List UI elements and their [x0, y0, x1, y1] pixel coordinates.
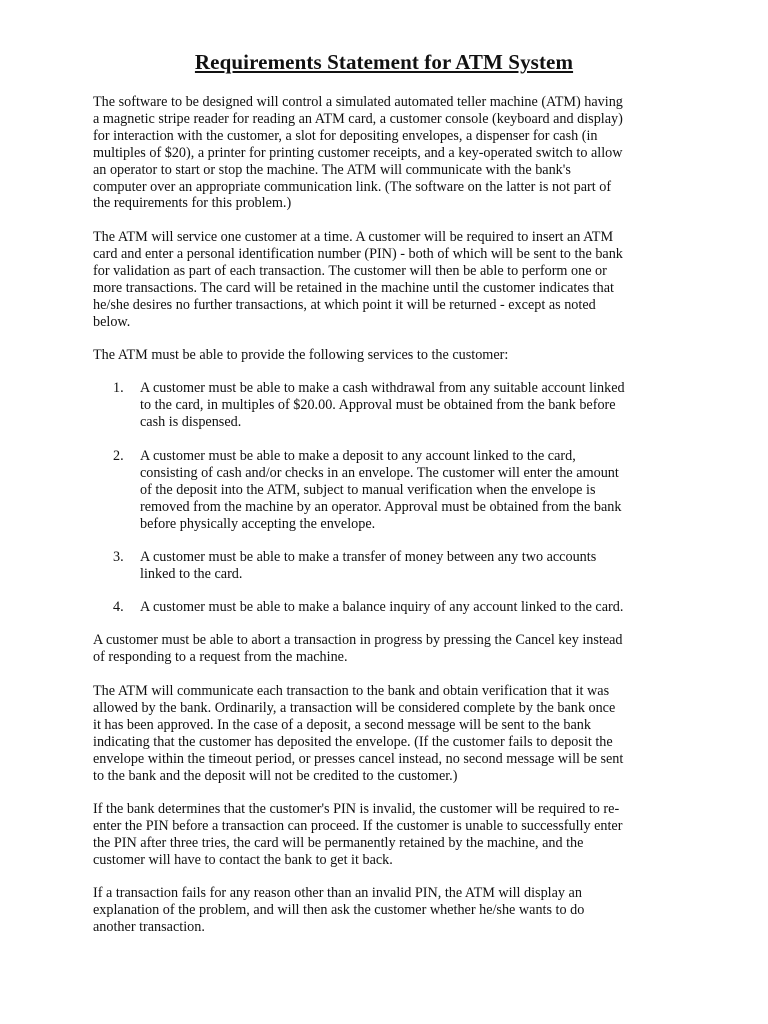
- paragraph-session: [93, 229, 678, 330]
- text-line: linked to the card.: [140, 565, 243, 582]
- text-line: allowed by the bank. Ordinarily, a transaction will be considered complete by the bank once: [93, 699, 616, 716]
- document-title: Requirements Statement for ATM System: [194, 50, 574, 74]
- text-line: a magnetic stripe reader for reading an ATM card, a customer console (keyboard and display): [93, 110, 623, 127]
- list-number: 3.: [113, 549, 124, 565]
- text-line: customer will have to contact the bank to get it back.: [93, 851, 393, 868]
- text-line: enter the PIN before a transaction can proceed. If the customer is unable to successfully enter: [93, 817, 623, 834]
- paragraph-services-intro: [93, 347, 678, 364]
- paragraph-failure: [93, 885, 678, 936]
- text-line: The software to be designed will control a simulated automated teller machine (ATM) having: [93, 94, 623, 110]
- text-line: removed from the machine by an operator. Approval must be obtained from the bank: [140, 498, 622, 515]
- text-line: card and enter a personal identification number (PIN) - both of which will be sent to the bank: [93, 245, 623, 262]
- text-line: indicating that the customer has deposited the envelope. (If the customer fails to deposit the: [93, 733, 613, 750]
- text-line: for interaction with the customer, a slot for depositing envelopes, a dispenser for cash (in: [93, 127, 598, 144]
- paragraph-cancel: [93, 632, 678, 666]
- text-line: below.: [93, 313, 131, 330]
- text-line: he/she desires no further transactions, at which point it will be returned - except as noted: [93, 296, 596, 313]
- text-line: If the bank determines that the customer's PIN is invalid, the customer will be required to re-: [93, 801, 620, 817]
- list-number: 1.: [113, 380, 124, 396]
- text-line: the requirements for this problem.): [93, 195, 292, 212]
- text-line: A customer must be able to make a balance inquiry of any account linked to the card.: [140, 599, 624, 615]
- paragraph-invalid-pin: [93, 801, 678, 869]
- text-line: of responding to a request from the machine.: [93, 648, 348, 665]
- text-line: The ATM will communicate each transaction to the bank and obtain verification that it was: [93, 683, 610, 699]
- text-line: consisting of cash and/or checks in an envelope. The customer will enter the amount: [140, 464, 619, 481]
- text-line: for validation as part of each transaction. The customer will then be able to perform one or: [93, 262, 607, 279]
- text-line: more transactions. The card will be retained in the machine until the customer indicates that: [93, 279, 614, 296]
- text-line: it has been approved. In the case of a deposit, a second message will be sent to the bank: [93, 716, 591, 733]
- text-line: of the deposit into the ATM, subject to manual verification when the envelope is: [140, 481, 596, 498]
- paragraph-bank-communication: [93, 683, 678, 784]
- paragraph-hardware: [93, 94, 678, 212]
- text-line: The ATM must be able to provide the following services to the customer:: [93, 347, 509, 363]
- text-line: cash is dispensed.: [140, 413, 242, 430]
- text-line: If a transaction fails for any reason other than an invalid PIN, the ATM will display an: [93, 885, 582, 901]
- text-line: the PIN after three tries, the card will be permanently retained by the machine, and the: [93, 834, 584, 851]
- text-line: another transaction.: [93, 918, 205, 935]
- text-line: A customer must be able to abort a transaction in progress by pressing the Cancel key instead: [93, 632, 623, 648]
- list-number: 4.: [113, 599, 124, 615]
- list-number: 2.: [113, 448, 124, 464]
- text-line: explanation of the problem, and will then ask the customer whether he/she wants to do: [93, 901, 585, 918]
- text-line: multiples of $20), a printer for printing customer receipts, and a key-operated switch to allow: [93, 144, 623, 161]
- text-line: envelope within the timeout period, or presses cancel instead, no second message will be sent: [93, 750, 624, 767]
- text-line: A customer must be able to make a deposit to any account linked to the card,: [140, 448, 576, 464]
- text-line: A customer must be able to make a transfer of money between any two accounts: [140, 549, 597, 565]
- text-line: to the bank and the deposit will not be credited to the customer.): [93, 767, 458, 784]
- text-line: an operator to start or stop the machine. The ATM will communicate with the bank's: [93, 161, 571, 178]
- text-line: The ATM will service one customer at a time. A customer will be required to insert an ATM: [93, 229, 614, 245]
- text-line: A customer must be able to make a cash withdrawal from any suitable account linked: [140, 380, 625, 396]
- text-line: computer over an appropriate communication link. (The software on the latter is not part of: [93, 178, 612, 195]
- text-line: to the card, in multiples of $20.00. Approval must be obtained from the bank before: [140, 396, 616, 413]
- text-line: before physically accepting the envelope.: [140, 515, 376, 532]
